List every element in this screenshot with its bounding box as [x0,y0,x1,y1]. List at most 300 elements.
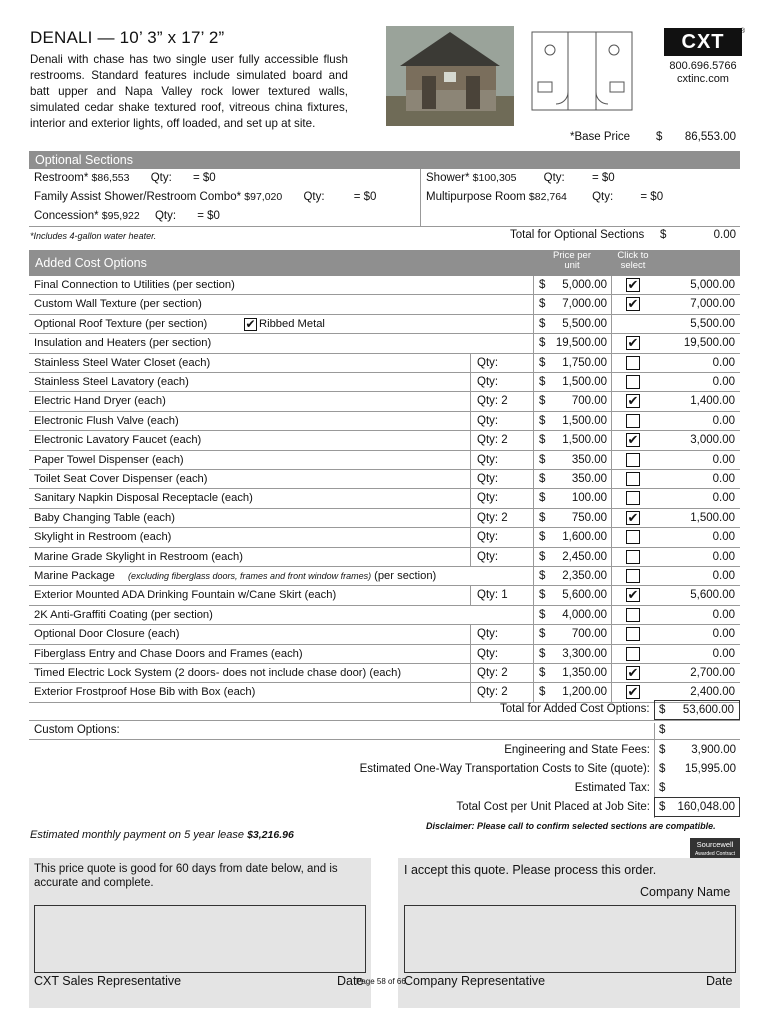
added-cost-header [29,250,740,276]
line-total [655,664,740,683]
grand-total-currency: $ [659,801,666,813]
checked-checkbox[interactable]: ✔ [627,277,639,292]
select-cell [611,276,655,295]
line-total-value: 0.00 [712,570,735,582]
unit-price [533,295,611,314]
building-photo [386,26,514,126]
unit-price [533,586,611,605]
select-cell [611,489,655,508]
base-price-currency: $ [656,131,663,143]
optional-note: *Includes 4-gallon water heater. [30,231,157,241]
unit-price-value: 1,500.00 [562,414,607,427]
added-cost-row [29,528,740,547]
line-total [655,354,740,373]
added-cost-row [29,315,740,334]
unit-price-currency: $ [539,453,546,466]
quantity-field[interactable] [470,664,533,683]
quantity-value: Qty: [477,628,499,641]
sourcewell-subtitle: Awarded Contract [695,851,735,857]
added-cost-label: Stainless Steel Water Closet (each) [34,356,211,369]
marine-package-note: (excluding fiberglass doors, frames and front window frames) [128,571,372,581]
added-cost-label: Baby Changing Table (each) [34,511,175,524]
engineering-fees-currency: $ [659,744,666,756]
unchecked-checkbox[interactable] [626,453,640,467]
roof-option-checkbox[interactable]: ✔ [245,316,256,331]
family-assist-option[interactable] [34,191,376,203]
quantity-value: Qty: 2 [477,511,508,524]
company-signature-box[interactable] [404,905,736,973]
added-cost-row [29,373,740,392]
unchecked-checkbox[interactable] [626,472,640,486]
line-total-value: 0.00 [712,414,735,427]
tax-label: Estimated Tax: [574,782,650,794]
unit-price [533,470,611,489]
added-cost-label: Exterior Frostproof Hose Bib with Box (each) [34,686,256,699]
unit-price-currency: $ [539,550,546,563]
unit-price-value: 3,300.00 [562,647,607,660]
registered-mark: ® [740,28,746,35]
unit-price-value: 2,450.00 [562,550,607,563]
checked-checkbox[interactable]: ✔ [627,587,639,603]
custom-options-currency: $ [659,724,666,736]
optional-sections-header [29,151,740,169]
line-total-value: 2,400.00 [690,686,735,699]
quantity-value: Qty: [477,550,499,563]
added-cost-label: Marine Grade Skylight in Restroom (each) [34,550,243,563]
unit-price-value: 1,200.00 [562,686,607,699]
optional-sections-panel [29,169,740,227]
family-assist-total: = $0 [353,191,377,203]
quantity-field[interactable] [470,489,533,508]
unchecked-checkbox[interactable] [626,608,640,622]
unit-price-value: 1,750.00 [562,356,607,369]
added-cost-label: Exterior Mounted ADA Drinking Fountain w/Cane Skirt (each) [34,589,337,602]
line-total-value: 3,000.00 [690,434,735,447]
select-cell [611,683,655,702]
line-total [655,334,740,353]
unit-price-currency: $ [539,473,546,485]
base-price-value: 86,553.00 [684,131,736,143]
line-total [655,567,740,586]
quantity-field[interactable] [470,548,533,567]
unit-price-value: 5,600.00 [562,589,607,602]
unit-price-currency: $ [539,511,546,524]
select-cell [611,412,655,431]
select-cell [611,431,655,450]
select-cell [611,586,655,605]
added-cost-row [29,354,740,373]
unit-price-value: 350.00 [571,453,607,466]
page-number: Page 58 of 66 [356,977,406,986]
shower-total: = $0 [591,172,615,184]
family-assist-label: Family Assist Shower/Restroom Combo* [34,191,242,203]
select-cell [611,606,655,625]
line-total [655,470,740,489]
added-cost-label: Electronic Flush Valve (each) [34,414,179,427]
line-total [655,548,740,567]
unit-price [533,315,611,334]
added-cost-row [29,451,740,470]
line-total-value: 0.00 [712,608,735,621]
line-total [655,412,740,431]
grand-total-value: 160,048.00 [677,801,735,813]
added-cost-label: Marine Package [34,570,115,582]
quantity-value: Qty: [477,356,499,369]
line-total-value: 7,000.00 [690,298,735,311]
unit-price [533,431,611,450]
quantity-value: Qty: [477,376,499,388]
optional-total-label: Total for Optional Sections [510,229,645,241]
price-header-line2: unit [564,260,580,271]
monthly-payment [30,829,294,841]
optional-total-currency: $ [660,229,667,241]
sourcewell-name: Sourcewell [696,840,734,849]
line-total-value: 5,000.00 [690,279,735,291]
unit-price-currency: $ [539,337,546,350]
roof-option-label: Ribbed Metal [259,317,325,330]
line-total [655,509,740,528]
line-total-value: 1,500.00 [690,511,735,524]
line-total [655,586,740,605]
concession-price: $95,922 [101,210,140,222]
shower-price: $100,305 [472,172,517,184]
added-cost-row [29,509,740,528]
select-cell [611,373,655,392]
select-cell [611,392,655,411]
quantity-field[interactable] [470,373,533,392]
added-cost-row [29,392,740,411]
select-cell [611,509,655,528]
checked-checkbox[interactable]: ✔ [627,509,639,525]
added-cost-row [29,645,740,664]
unit-price [533,645,611,664]
multipurpose-option[interactable] [426,191,663,203]
multipurpose-qty[interactable]: Qty: [592,191,614,203]
unit-price-value: 2,350.00 [562,570,607,582]
quantity-field[interactable] [470,451,533,470]
select-cell [611,567,655,586]
shower-option[interactable] [426,172,615,184]
line-total [655,528,740,547]
unit-price-currency: $ [539,395,546,408]
grand-total-label: Total Cost per Unit Placed at Job Site: [456,801,650,813]
page-title: DENALI — 10’ 3” x 17’ 2” [30,28,225,47]
unit-price-value: 750.00 [571,511,607,524]
engineering-fees-label: Engineering and State Fees: [504,744,650,756]
unit-price-currency: $ [539,608,546,621]
unit-price-currency: $ [539,434,546,447]
unchecked-checkbox[interactable] [626,491,640,505]
added-cost-row [29,295,740,314]
added-cost-row [29,470,740,489]
select-cell [611,451,655,470]
click-header-line2: select [620,260,646,271]
quantity-value: Qty: [477,473,499,485]
multipurpose-label: Multipurpose Room [426,191,526,203]
unchecked-checkbox[interactable] [626,375,640,389]
concession-total: = $0 [197,210,220,222]
family-assist-price: $97,020 [244,191,283,203]
unit-price-currency: $ [539,667,546,679]
added-cost-row [29,567,740,586]
checked-checkbox[interactable]: ✔ [627,665,639,680]
added-cost-label: Insulation and Heaters (per section) [34,337,212,350]
unit-price [533,489,611,508]
quantity-value: Qty: 2 [477,686,508,699]
line-total [655,625,740,644]
phone-number: 800.696.5766 [669,60,737,72]
added-cost-row [29,489,740,508]
unit-price [533,509,611,528]
grand-total-box [654,797,740,817]
quantity-field[interactable] [470,645,533,664]
transport-currency: $ [659,763,666,775]
quantity-value: Qty: [477,414,499,427]
line-total-value: 0.00 [712,531,735,544]
unit-price [533,567,611,586]
quantity-field[interactable] [470,431,533,450]
unchecked-checkbox[interactable] [626,414,640,428]
added-cost-label: Electric Hand Dryer (each) [34,395,166,408]
unit-price-value: 700.00 [571,628,607,641]
quantity-field[interactable] [470,392,533,411]
select-cell [611,625,655,644]
concession-qty[interactable]: Qty: [154,210,177,222]
line-total-value: 0.00 [712,473,735,485]
line-total-value: 0.00 [712,376,735,388]
contact-info [660,60,746,86]
company-rep-date-label: Date [706,974,733,988]
unit-price-currency: $ [539,647,546,660]
line-total-value: 0.00 [712,356,735,369]
added-cost-label: Fiberglass Entry and Chase Doors and Frames (each) [34,647,303,660]
quantity-value: Qty: 2 [477,667,508,679]
added-cost-label: Toilet Seat Cover Dispenser (each) [34,473,208,485]
line-total [655,645,740,664]
concession-label: Concession* [34,210,99,222]
sales-rep-date-label: Date [337,974,364,988]
unit-price-currency: $ [539,279,546,291]
unchecked-checkbox[interactable] [626,356,640,370]
added-total-label: Total for Added Cost Options: [500,703,650,715]
checked-checkbox[interactable]: ✔ [627,684,639,700]
added-cost-row [29,606,740,625]
added-cost-label: Optional Door Closure (each) [34,628,180,641]
added-cost-label: Custom Wall Texture (per section) [34,298,202,311]
unit-price-currency: $ [539,356,546,369]
added-cost-row [29,664,740,683]
unit-price-currency: $ [539,589,546,602]
unit-price-currency: $ [539,570,546,582]
added-cost-row [29,412,740,431]
checked-checkbox[interactable]: ✔ [627,296,639,312]
product-description: Denali with chase has two single user fully accessible flush restrooms. Standard features include simulated board and batt upper and Napa Valley rock lower textured walls, simulated cedar shake textured roof, vitreous china fixtures, interior and exterior lights, off loaded, and set up at site. [30,53,348,130]
unchecked-checkbox[interactable] [626,550,640,564]
unit-price [533,354,611,373]
optional-sections-title: Optional Sections [35,153,133,167]
unit-price-value: 5,000.00 [562,279,607,291]
transport-value: 15,995.00 [684,763,736,775]
restroom-total: = $0 [193,172,216,184]
added-cost-row [29,625,740,644]
line-total [655,315,740,334]
website: cxtinc.com [677,73,729,85]
select-cell [611,645,655,664]
shower-qty[interactable]: Qty: [543,172,565,184]
added-cost-label: Optional Roof Texture (per section) [34,317,208,330]
added-cost-label: Skylight in Restroom (each) [34,531,172,544]
unit-price-value: 7,000.00 [562,298,607,311]
line-total-value: 0.00 [712,628,735,641]
restroom-qty[interactable]: Qty: [150,172,172,184]
unit-price [533,334,611,353]
added-cost-label: 2K Anti-Graffiti Coating (per section) [34,608,213,621]
click-to-select-header [613,251,653,271]
base-price-label: *Base Price [570,131,631,143]
disclaimer: Disclaimer: Please call to confirm selected sections are compatible. [426,821,716,831]
price-header-line1: Price per [552,250,591,261]
unit-price-value: 350.00 [571,473,607,485]
added-total-box [654,700,740,720]
line-total [655,451,740,470]
unchecked-checkbox[interactable] [626,627,640,641]
shower-label: Shower* [426,172,470,184]
unit-price [533,625,611,644]
price-per-unit-header [544,251,600,271]
select-cell [611,664,655,683]
restroom-price: $86,553 [91,172,130,184]
monthly-payment-value: $3,216.96 [247,829,294,841]
unit-price-value: 1,600.00 [562,531,607,544]
added-cost-label: Paper Towel Dispenser (each) [34,453,184,466]
company-name-label: Company Name [640,885,731,899]
unchecked-checkbox[interactable] [626,569,640,583]
unit-price-value: 1,350.00 [562,667,607,679]
line-total-value: 2,700.00 [690,667,735,679]
select-cell [611,315,655,334]
select-cell [611,548,655,567]
checked-checkbox[interactable]: ✔ [627,432,639,448]
restroom-label: Restroom* [34,172,89,184]
quantity-field[interactable] [470,412,533,431]
marine-package-extra [124,570,436,582]
unit-price-currency: $ [539,414,546,427]
unit-price-value: 700.00 [571,395,607,408]
unit-price-value: 5,500.00 [562,317,607,330]
quantity-field[interactable] [470,354,533,373]
unit-price-currency: $ [539,376,546,388]
unit-price-value: 1,500.00 [562,434,607,447]
quantity-value: Qty: 2 [477,434,508,447]
sales-rep-signature-box[interactable] [34,905,366,973]
unit-price-currency: $ [539,531,546,544]
custom-options-label: Custom Options: [34,724,120,736]
quantity-value: Qty: 1 [477,589,508,602]
quantity-value: Qty: [477,492,499,505]
line-total-value: 0.00 [712,453,735,466]
added-cost-label: Final Connection to Utilities (per section) [34,279,235,291]
added-cost-row [29,276,740,295]
select-cell [611,295,655,314]
line-total [655,489,740,508]
line-total [655,276,740,295]
unchecked-checkbox[interactable] [626,647,640,661]
tax-currency: $ [659,782,666,794]
line-total [655,606,740,625]
unchecked-checkbox[interactable] [626,530,640,544]
unit-price [533,451,611,470]
checked-checkbox[interactable]: ✔ [627,393,639,409]
added-cost-row [29,586,740,605]
select-cell [611,334,655,353]
click-header-line1: Click to [617,250,649,261]
quote-validity-note: This price quote is good for 60 days from date below, and is accurate and complete. [34,863,338,889]
restroom-option[interactable] [34,172,216,184]
marine-package-suffix: (per section) [374,570,437,582]
unit-price [533,392,611,411]
unit-price-value: 1,500.00 [562,376,607,388]
quantity-field[interactable] [470,470,533,489]
transport-label: Estimated One-Way Transportation Costs to Site (quote): [359,763,650,775]
quantity-value: Qty: [477,647,499,660]
added-cost-label: Stainless Steel Lavatory (each) [34,376,189,388]
unit-price [533,412,611,431]
added-cost-row [29,334,740,353]
unit-price [533,548,611,567]
added-cost-row [29,431,740,450]
unit-price [533,664,611,683]
line-total-value: 0.00 [712,647,735,660]
added-cost-label: Sanitary Napkin Disposal Receptacle (each) [34,492,253,505]
quantity-field[interactable] [470,509,533,528]
custom-options-row[interactable] [29,720,740,740]
optional-total-value: 0.00 [713,229,736,241]
line-total [655,373,740,392]
family-assist-qty[interactable]: Qty: [303,191,325,203]
select-cell [611,528,655,547]
added-cost-row [29,548,740,567]
line-total-value: 5,600.00 [690,589,735,602]
quantity-field[interactable] [470,625,533,644]
unit-price-currency: $ [539,317,546,330]
line-total-value: 0.00 [712,492,735,505]
unit-price [533,606,611,625]
multipurpose-price: $82,764 [528,191,567,203]
added-cost-label: Timed Electric Lock System (2 doors- does not include chase door) (each) [34,667,402,679]
line-total [655,392,740,411]
added-total-value: 53,600.00 [682,704,734,716]
quantity-value: Qty: [477,453,499,466]
line-total-value: 0.00 [712,550,735,563]
added-cost-label: Electronic Lavatory Faucet (each) [34,434,202,447]
select-cell [611,354,655,373]
line-total-value: 5,500.00 [690,317,735,330]
unit-price [533,276,611,295]
concession-option[interactable] [34,210,220,222]
line-total-value: 1,400.00 [690,395,735,408]
unit-price-currency: $ [539,628,546,641]
quantity-field[interactable] [470,683,533,702]
checked-checkbox[interactable]: ✔ [627,335,639,351]
quantity-field[interactable] [470,528,533,547]
unit-price-value: 19,500.00 [555,337,607,350]
quantity-value: Qty: 2 [477,395,508,408]
monthly-payment-label: Estimated monthly payment on 5 year lease [30,829,245,841]
company-rep-label: Company Representative [404,974,546,988]
cxt-logo: CXT [664,28,742,56]
quantity-field[interactable] [470,586,533,605]
unit-price [533,528,611,547]
